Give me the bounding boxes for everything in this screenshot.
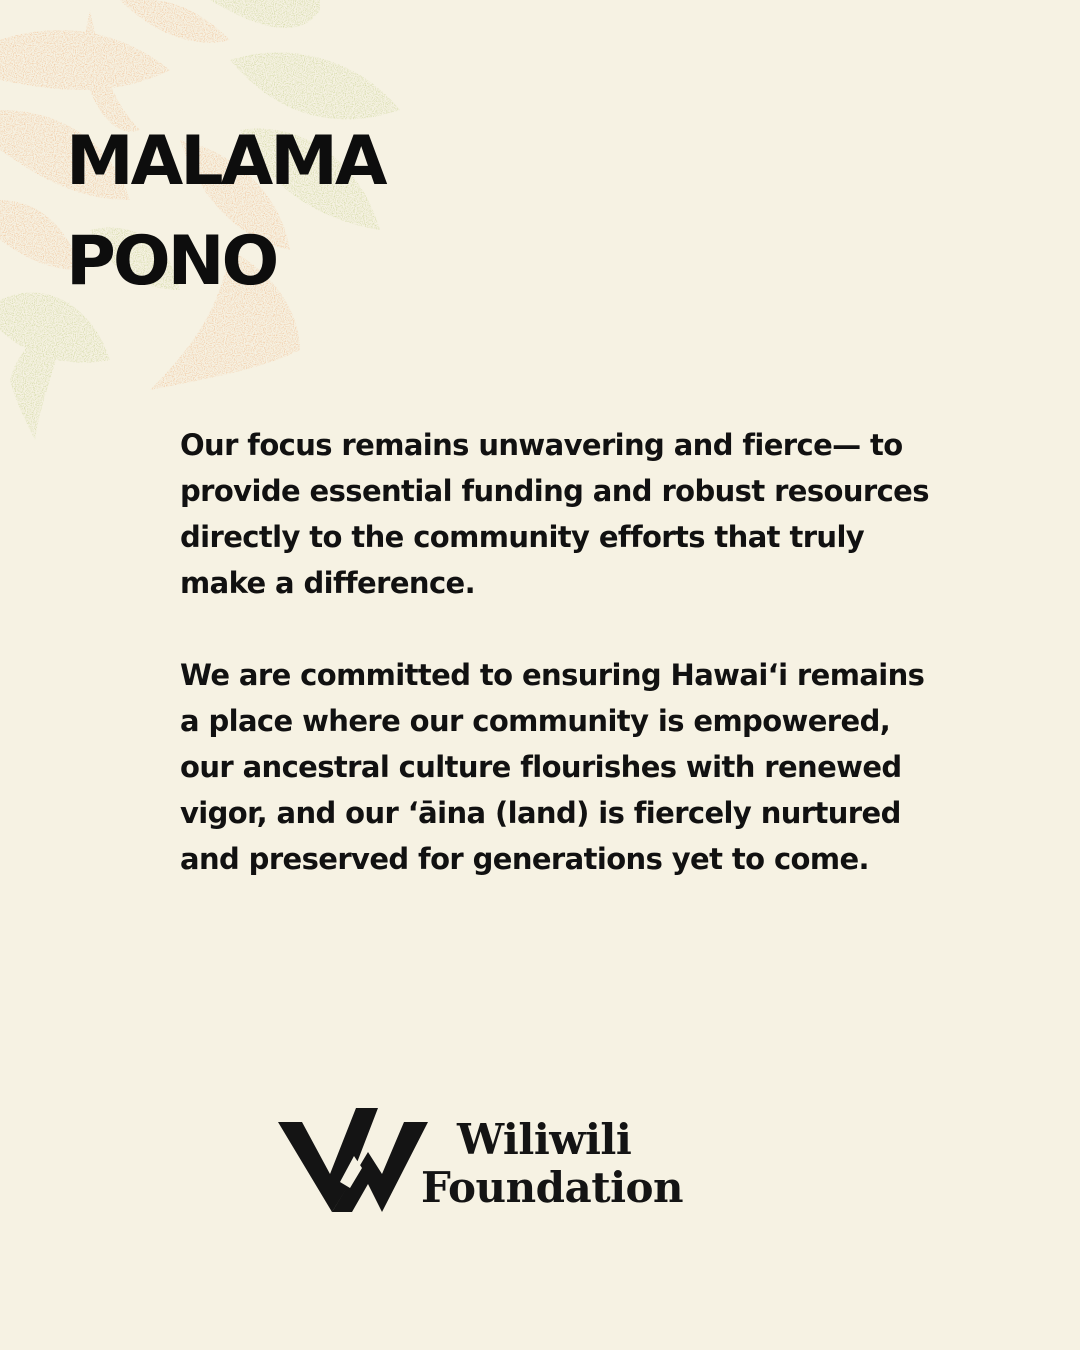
body-copy	[180, 422, 940, 882]
wiliwili-w-logo-icon	[278, 1108, 428, 1212]
wiliwili-foundation-logo	[278, 1108, 698, 1216]
logo-line-2: Foundation	[421, 1163, 684, 1212]
paragraph-1: Our focus remains unwavering and fierce— to provide essential funding and robust resources directly to the community efforts that truly make a difference.	[180, 428, 929, 600]
page-title	[66, 112, 385, 312]
logo-wordmark	[421, 1116, 683, 1212]
logo-line-1: Wiliwili	[457, 1115, 632, 1164]
title-line-2: PONO	[66, 222, 277, 301]
paragraph-2: We are committed to ensuring Hawaiʻi remains a place where our community is empowered, our ancestral culture flourishes with renewed vigor, and our ʻāina (land) is fiercely nurtured and preserved for generations yet to come.	[180, 658, 925, 876]
title-line-1: MALAMA	[66, 122, 385, 201]
